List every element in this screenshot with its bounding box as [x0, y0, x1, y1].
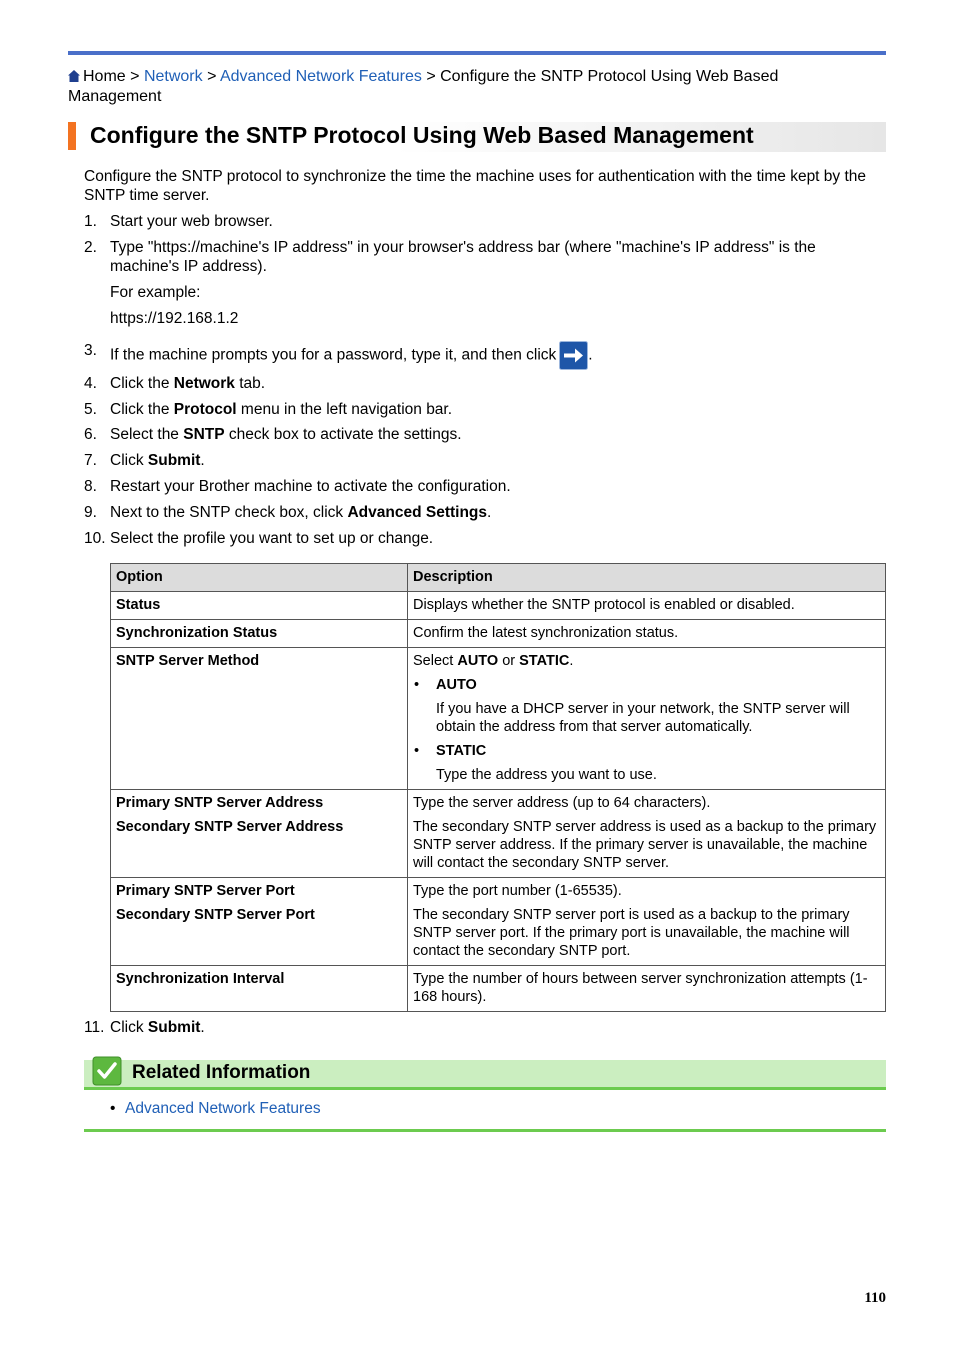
related-advanced-network-link[interactable]: Advanced Network Features	[125, 1100, 321, 1117]
table-row: Synchronization Interval Type the number of hours between server synchronization attempts (1-168 hours).	[111, 966, 886, 1012]
table-row: Primary SNTP Server Port Secondary SNTP Server Port Type the port number (1-65535). The secondary SNTP server port is used as a backup to the primary SNTP server port. If the primary port is unavailable, the machine will contact the secondary SNTP port.	[111, 878, 886, 966]
breadcrumb-current: Configure the SNTP Protocol Using Web Based Management	[68, 68, 779, 105]
intro-paragraph: Configure the SNTP protocol to synchronize the time the machine uses for authentication with the time kept by the SNTP time server.	[84, 168, 867, 204]
table-row: Synchronization Status Confirm the latest synchronization status.	[111, 620, 886, 648]
page-title: Configure the SNTP Protocol Using Web Based Management	[90, 122, 754, 148]
title-accent	[68, 122, 76, 150]
advanced-settings-label: Advanced Settings	[347, 504, 488, 521]
network-tab-label: Network	[173, 375, 235, 392]
options-table	[110, 563, 886, 1012]
breadcrumb: Home > Network > Advanced Network Features > Configure the SNTP Protocol Using Web Based Management	[68, 68, 779, 105]
breadcrumb-home[interactable]: Home	[83, 68, 126, 85]
related-information-title: Related Information	[132, 1062, 311, 1083]
checkmark-icon	[92, 1056, 122, 1086]
submit-label: Submit	[147, 452, 201, 469]
title-bar	[68, 122, 886, 152]
sntp-checkbox-label: SNTP	[183, 426, 225, 443]
table-row: Status Displays whether the SNTP protocol is enabled or disabled.	[111, 592, 886, 620]
list-item: • STATIC	[414, 743, 487, 759]
home-icon	[68, 70, 80, 82]
related-list: • Advanced Network Features	[110, 1100, 321, 1117]
page-number: 110	[864, 1290, 886, 1306]
header-description: Description	[408, 564, 886, 592]
arrow-right-button-icon	[559, 341, 588, 370]
bottom-rule	[84, 1129, 886, 1132]
breadcrumb-network-link[interactable]: Network	[143, 68, 203, 85]
related-information-bar	[84, 1060, 886, 1090]
list-item: • AUTO	[414, 677, 477, 693]
header-option: Option	[111, 564, 408, 592]
table-header-row	[111, 564, 886, 592]
submit-label: Submit	[147, 1019, 201, 1036]
top-rule	[68, 51, 886, 55]
table-row: Primary SNTP Server Address Secondary SNTP Server Address Type the server address (up to 64 characters). The secondary SNTP server address is used as a backup to the primary SNTP server address. If the primary server is unavailable, the machine will contact the secondary SNTP server.	[111, 790, 886, 878]
protocol-menu-label: Protocol	[173, 401, 237, 418]
table-row: SNTP Server Method Select AUTO or STATIC. • AUTO If you have a DHCP server in your network, the SNTP server will obtain the address from that server automatically. • STATIC Type the address you want to use.	[111, 648, 886, 790]
breadcrumb-advanced-link[interactable]: Advanced Network Features	[219, 68, 422, 85]
